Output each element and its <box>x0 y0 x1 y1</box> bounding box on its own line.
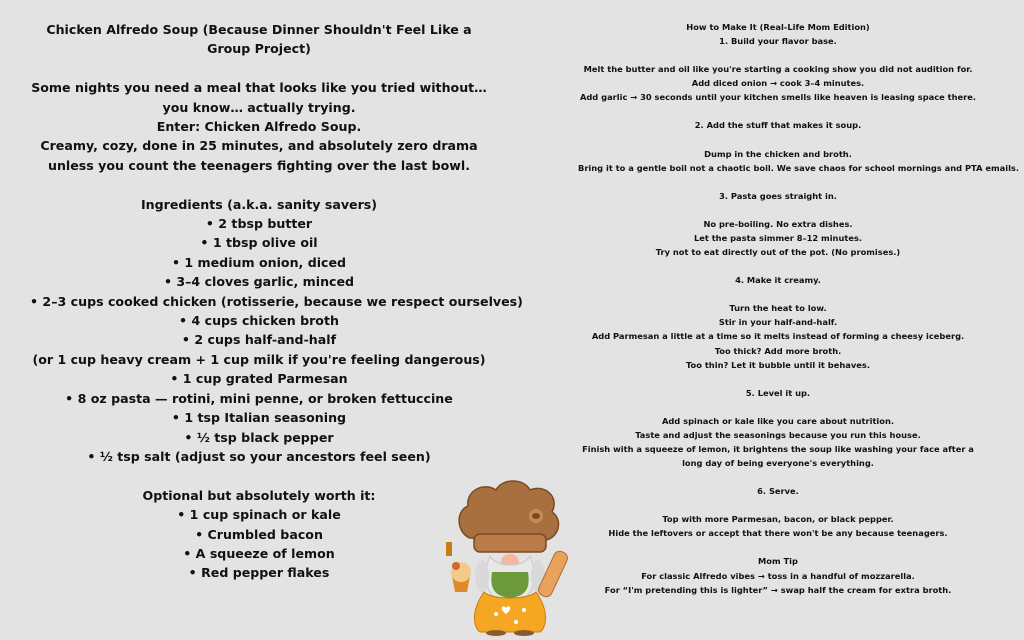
ingredient-item: • 1 tsp Italian seasoning <box>171 410 347 426</box>
step-line: Add diced onion → cook 3–4 minutes. <box>691 78 865 89</box>
step-title: 6. Serve. <box>757 486 799 497</box>
ingredient-item: • 2 cups half-and-half <box>181 332 337 348</box>
instructions-heading: How to Make It (Real-Life Mom Edition) <box>686 22 870 32</box>
gnome-chef-icon <box>440 476 580 636</box>
ingredients-column <box>30 20 523 583</box>
mom-tip-heading: Mom Tip <box>758 556 798 567</box>
ingredient-item: • 2–3 cups cooked chicken (rotisserie, because we respect ourselves) <box>30 293 523 309</box>
step-line: Add Parmesan a little at a time so it melts instead of forming a cheesy iceberg. <box>591 331 965 342</box>
mom-tip-line: For “I'm pretending this is lighter” → swap half the cream for extra broth. <box>604 584 952 595</box>
step-line: Hide the leftovers or accept that there won't be any because teenagers. <box>608 528 948 539</box>
step-title: 5. Level it up. <box>745 387 811 398</box>
optional-item: • Red pepper flakes <box>188 565 330 581</box>
ingredient-item: • 1 medium onion, diced <box>171 254 347 270</box>
step-line: Try not to eat directly out of the pot. (No promises.) <box>655 247 901 258</box>
ingredient-item: • 2 tbsp butter <box>205 216 313 232</box>
step-line: Dump in the chicken and broth. <box>704 148 852 159</box>
step-line: Too thick? Add more broth. <box>714 345 842 356</box>
ingredient-item: • 3–4 cloves garlic, minced <box>163 274 355 290</box>
step-title: 4. Make it creamy. <box>735 275 821 286</box>
step-line: Add spinach or kale like you care about nutrition. <box>661 415 895 426</box>
ingredient-item: • ½ tsp black pepper <box>184 429 334 445</box>
optional-item: • Crumbled bacon <box>195 526 323 542</box>
step-line: Bring it to a gentle boil not a chaotic boil. We save chaos for school mornings and PTA emails. <box>578 162 1020 173</box>
ingredient-item: • 8 oz pasta — rotini, mini penne, or broken fettuccine <box>65 390 453 406</box>
instructions-column <box>578 20 1020 597</box>
step-line: Too thin? Let it bubble until it behaves. <box>686 359 870 370</box>
ingredients-heading: Ingredients (a.k.a. sanity savers) <box>140 196 378 212</box>
mom-tip-line: For classic Alfredo vibes → toss in a handful of mozzarella. <box>641 570 915 581</box>
step-line: Top with more Parmesan, bacon, or black pepper. <box>662 514 894 525</box>
step-line: Stir in your half-and-half. <box>718 317 838 328</box>
step-title: 1. Build your flavor base. <box>719 36 837 47</box>
intro-line: Enter: Chicken Alfredo Soup. <box>156 119 362 135</box>
step-title: 2. Add the stuff that makes it soup. <box>694 120 862 131</box>
ingredient-item: • 1 cup grated Parmesan <box>170 371 348 387</box>
step-line: Taste and adjust the seasonings because you run this house. <box>635 429 921 440</box>
step-line: Finish with a squeeze of lemon, it brightens the soup like washing your face after a long day of being everyone's everything. <box>582 443 974 469</box>
step-line: Let the pasta simmer 8–12 minutes. <box>693 232 863 243</box>
ingredient-item: • 4 cups chicken broth <box>179 313 339 329</box>
optional-item: • A squeeze of lemon <box>183 545 335 561</box>
step-line: No pre-boiling. No extra dishes. <box>703 218 853 229</box>
step-line: Turn the heat to low. <box>729 303 827 314</box>
step-line: Add garlic → 30 seconds until your kitchen smells like heaven is leasing space there. <box>579 92 977 103</box>
intro-line: Creamy, cozy, done in 25 minutes, and absolutely zero drama unless you count the teenagers fighting over the last bowl. <box>40 138 478 173</box>
ingredient-item: (or 1 cup heavy cream + 1 cup milk if you're feeling dangerous) <box>32 351 486 367</box>
step-line: Melt the butter and oil like you're starting a cooking show you did not audition for. <box>583 64 973 75</box>
ingredient-item: • 1 tbsp olive oil <box>200 235 318 251</box>
optional-item: • 1 cup spinach or kale <box>177 507 341 523</box>
optional-heading: Optional but absolutely worth it: <box>142 487 376 503</box>
recipe-title: Chicken Alfredo Soup (Because Dinner Shouldn't Feel Like a Group Project) <box>46 22 472 57</box>
intro-line: Some nights you need a meal that looks like you tried without… you know… actually trying. <box>31 80 487 115</box>
ingredient-item: • ½ tsp salt (adjust so your ancestors feel seen) <box>87 448 431 464</box>
step-title: 3. Pasta goes straight in. <box>719 190 837 201</box>
